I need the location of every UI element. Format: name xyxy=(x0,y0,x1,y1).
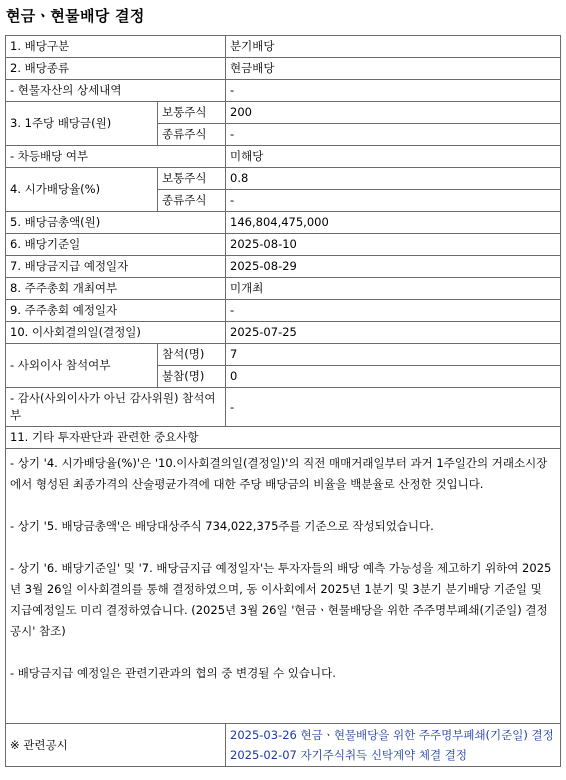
related-link[interactable]: 2025-02-07 자기주식취득 신탁계약 체결 결정 xyxy=(230,748,467,762)
row-label: 3. 1주당 배당금(원) xyxy=(6,102,158,146)
sub-label: 보통주식 xyxy=(158,102,226,124)
row-value: 200 xyxy=(226,102,561,124)
row-value: 146,804,475,000 xyxy=(226,212,561,234)
table-row xyxy=(6,212,561,234)
row-label: 7. 배당금지급 예정일자 xyxy=(6,256,226,278)
row-label: 9. 주주총회 예정일자 xyxy=(6,300,226,322)
table-row xyxy=(6,36,561,58)
related-link[interactable]: 2025-03-26 현금ㆍ현물배당을 위한 주주명부폐쇄(기준일) 결정 xyxy=(230,728,554,742)
note-spacer xyxy=(10,705,556,719)
table-row xyxy=(6,300,561,322)
note-paragraph: - 상기 '6. 배당기준일' 및 '7. 배당금지급 예정일자'는 투자자들의 배당 예측 가능성을 제고하기 위하여 2025년 3월 26일 이사회결의를 통해 결정하였으며, 동 이사회에서 2025년 1분기 및 3분기 분기배당 기준일 및 지급예정일도 미리 결정하였습니다. (2025년 3월 26일 '현금ㆍ현물배당을 위한 주주명부폐쇄(기준일) 결정 공시' 참조) xyxy=(10,561,552,638)
row-value: 7 xyxy=(226,344,561,366)
sub-label: 보통주식 xyxy=(158,168,226,190)
note-paragraph: - 상기 '4. 시가배당율(%)'은 '10.이사회결의일(결정일)'의 직전 매매거래일부터 과거 1주일간의 거래소시장에서 형성된 최종가격의 산술평균가격에 대한 주당 배당금의 비율을 백분율로 산정한 것입니다. xyxy=(10,456,548,491)
sub-label: 불참(명) xyxy=(158,366,226,388)
row-value: 분기배당 xyxy=(226,36,561,58)
note-paragraph: - 상기 '5. 배당금총액'은 배당대상주식 734,022,375주를 기준으로 작성되었습니다. xyxy=(10,519,434,533)
row-label: - 차등배당 여부 xyxy=(6,146,226,168)
row-label: - 감사(사외이사가 아닌 감사위원) 참석여부 xyxy=(6,388,226,427)
row-value: - xyxy=(226,190,561,212)
row-label: 11. 기타 투자판단과 관련한 중요사항 xyxy=(6,427,561,449)
sub-label: 종류주식 xyxy=(158,190,226,212)
table-row xyxy=(6,344,561,366)
row-value: 2025-07-25 xyxy=(226,322,561,344)
row-value: - xyxy=(226,124,561,146)
row-label: 4. 시가배당율(%) xyxy=(6,168,158,212)
row-label: 8. 주주총회 개최여부 xyxy=(6,278,226,300)
sub-label: 참석(명) xyxy=(158,344,226,366)
row-value: 현금배당 xyxy=(226,58,561,80)
table-row xyxy=(6,388,561,427)
table-row xyxy=(6,278,561,300)
table-row xyxy=(6,168,561,190)
row-value: 0.8 xyxy=(226,168,561,190)
table-row xyxy=(6,256,561,278)
row-value: - xyxy=(226,388,561,427)
row-label: 2. 배당종류 xyxy=(6,58,226,80)
row-label: 1. 배당구분 xyxy=(6,36,226,58)
page-title: 현금ㆍ현물배당 결정 xyxy=(6,7,145,25)
row-label: 6. 배당기준일 xyxy=(6,234,226,256)
table-row xyxy=(6,724,561,767)
sub-label: 종류주식 xyxy=(158,124,226,146)
table-row xyxy=(6,58,561,80)
row-value: 미개최 xyxy=(226,278,561,300)
table-row xyxy=(6,80,561,102)
table-row xyxy=(6,146,561,168)
row-value: 2025-08-29 xyxy=(226,256,561,278)
related-links xyxy=(226,724,561,767)
table-row xyxy=(6,427,561,449)
table-row xyxy=(6,102,561,124)
table-row xyxy=(6,234,561,256)
row-label: 10. 이사회결의일(결정일) xyxy=(6,322,226,344)
note-paragraph: - 배당금지급 예정일은 관련기관과의 협의 중 변경될 수 있습니다. xyxy=(10,666,336,680)
table-row xyxy=(6,322,561,344)
row-value: - xyxy=(226,300,561,322)
row-label: 5. 배당금총액(원) xyxy=(6,212,226,234)
related-label: ※ 관련공시 xyxy=(6,724,226,767)
dividend-table xyxy=(5,35,561,767)
row-value: 미해당 xyxy=(226,146,561,168)
row-value: 0 xyxy=(226,366,561,388)
row-value: - xyxy=(226,80,561,102)
row-label: - 사외이사 참석여부 xyxy=(6,344,158,388)
table-row xyxy=(6,449,561,724)
row-label: - 현물자산의 상세내역 xyxy=(6,80,226,102)
row-value: 2025-08-10 xyxy=(226,234,561,256)
notes-cell xyxy=(6,449,561,724)
